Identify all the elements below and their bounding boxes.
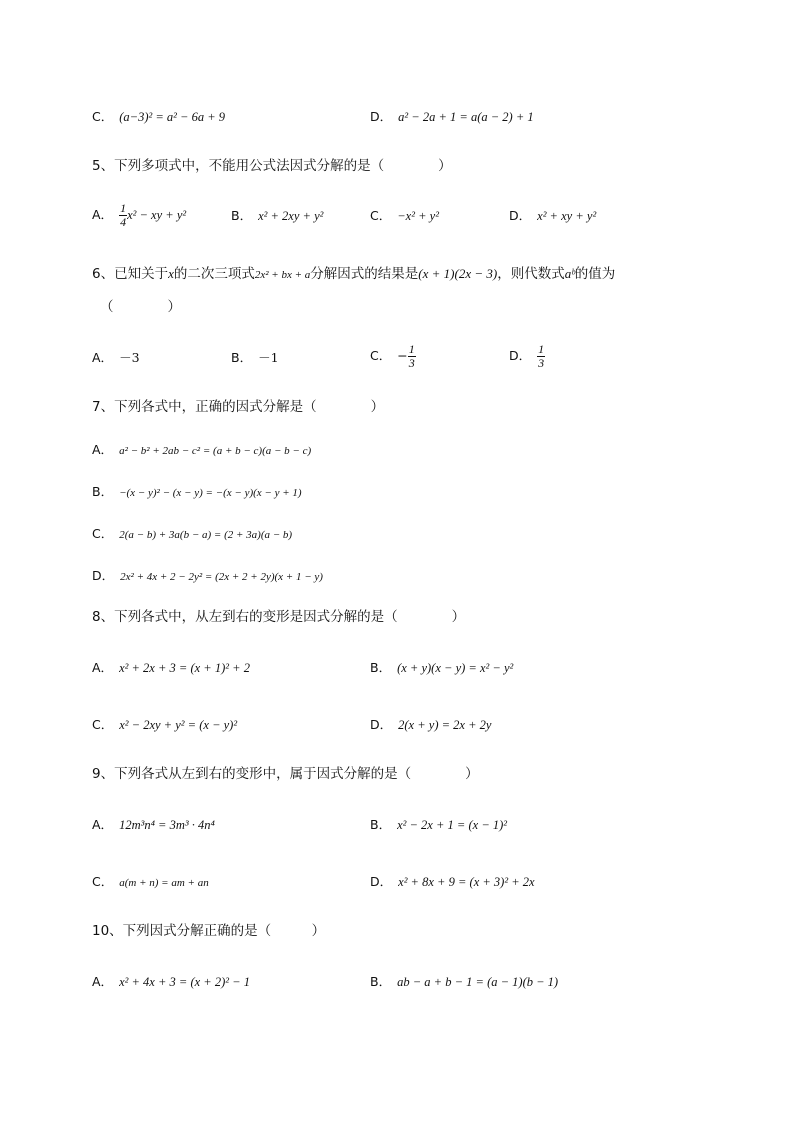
fraction xyxy=(537,343,545,370)
q8-option-c[interactable] xyxy=(92,716,237,734)
variable: x xyxy=(168,266,174,281)
polynomial: 2x² + bx + a xyxy=(254,269,311,281)
q8-option-b[interactable] xyxy=(370,659,513,677)
option-label: B． xyxy=(370,660,392,675)
stem-text: 6、已知关于 xyxy=(92,266,169,282)
q10-option-a[interactable] xyxy=(92,973,250,991)
fraction-denominator: 4 xyxy=(120,215,127,229)
q4-option-d[interactable] xyxy=(370,108,534,126)
math-expression: x² + 8x + 9 = (x + 3)² + 2x xyxy=(398,875,535,889)
fraction-numerator: 1 xyxy=(120,201,127,215)
q9-option-d[interactable] xyxy=(370,873,535,891)
math-expression: (x + y)(x − y) = x² − y² xyxy=(397,661,514,675)
q9-option-c[interactable] xyxy=(92,873,209,892)
power-expression: aᵇ xyxy=(564,266,575,281)
option-label: D． xyxy=(370,717,393,732)
math-expression: 2x² + 4x + 2 − 2y² = (2x + 2 + 2y)(x + 1 − y) xyxy=(120,571,323,583)
question-9-stem: 9、下列各式从左到右的变形中，属于因式分解的是（ ） xyxy=(92,766,479,782)
q6-option-b[interactable] xyxy=(231,349,279,367)
fraction xyxy=(408,343,416,370)
option-label: A． xyxy=(92,350,114,365)
minus-sign: − xyxy=(397,348,408,363)
stem-text: 的二次三项式 xyxy=(173,266,255,282)
option-label: B． xyxy=(231,208,253,223)
option-label: B． xyxy=(370,817,392,832)
question-10-stem: 10、下列因式分解正确的是（ ） xyxy=(92,923,326,939)
question-6-answer-blank: （ ） xyxy=(100,299,181,315)
option-label: D． xyxy=(370,109,393,124)
math-expression: 2(x + y) = 2x + 2y xyxy=(398,718,492,732)
q9-option-b[interactable] xyxy=(370,816,507,834)
stem-text: 分解因式的结果是 xyxy=(310,266,419,282)
q7-option-c[interactable] xyxy=(92,525,292,544)
q5-option-b[interactable] xyxy=(231,207,323,225)
option-label: C． xyxy=(370,348,392,363)
stem-text: 的值为 xyxy=(574,266,616,282)
math-expression: x² + xy + y² xyxy=(537,209,597,223)
option-label: B． xyxy=(370,974,392,989)
math-expression: a² − b² + 2ab − c² = (a + b − c)(a − b − c) xyxy=(119,445,312,457)
q5-option-c[interactable] xyxy=(370,207,439,225)
math-expression: a(m + n) = am + an xyxy=(119,877,209,889)
q5-option-d[interactable] xyxy=(509,207,596,225)
option-label: A． xyxy=(92,442,114,457)
math-expression: x² + 4x + 3 = (x + 2)² − 1 xyxy=(119,975,250,989)
option-label: C． xyxy=(92,526,114,541)
option-value: －1 xyxy=(258,350,279,365)
q6-option-c[interactable] xyxy=(370,343,416,370)
q7-option-a[interactable] xyxy=(92,441,311,460)
q8-option-d[interactable] xyxy=(370,716,491,734)
math-expression: −(x − y)² − (x − y) = −(x − y)(x − y + 1) xyxy=(119,487,302,499)
math-expression: 12m³n⁴ = 3m³ · 4n⁴ xyxy=(119,818,215,832)
option-label: D． xyxy=(92,568,115,583)
math-expression: 2(a − b) + 3a(b − a) = (2 + 3a)(a − b) xyxy=(119,529,293,541)
factored-form: (x + 1)(2x − 3) xyxy=(418,266,498,281)
math-expression: −x² + y² xyxy=(397,209,439,223)
q4-option-c[interactable] xyxy=(92,108,225,126)
option-label: C． xyxy=(370,208,392,223)
option-label: A． xyxy=(92,660,114,675)
math-expression: ab − a + b − 1 = (a − 1)(b − 1) xyxy=(397,975,559,989)
option-label: A． xyxy=(92,817,114,832)
math-expression: x² − 2x + 1 = (x − 1)² xyxy=(397,818,508,832)
q5-option-a[interactable] xyxy=(92,202,186,229)
math-expression: x² − xy + y² xyxy=(127,208,187,222)
option-label: C． xyxy=(92,874,114,889)
option-label: D． xyxy=(509,208,532,223)
option-label: B． xyxy=(231,350,253,365)
math-expression: (a−3)² = a² − 6a + 9 xyxy=(119,110,226,124)
math-expression: x² − 2xy + y² = (x − y)² xyxy=(119,718,238,732)
fraction-numerator: 1 xyxy=(538,342,545,356)
fraction-denominator: 3 xyxy=(538,356,545,370)
q7-option-d[interactable] xyxy=(92,567,323,586)
option-label: A． xyxy=(92,974,114,989)
option-value: －3 xyxy=(119,350,140,365)
fraction-denominator: 3 xyxy=(408,356,415,370)
fraction xyxy=(119,202,127,229)
q9-option-a[interactable] xyxy=(92,816,215,834)
option-label: B． xyxy=(92,484,114,499)
option-label: C． xyxy=(92,109,114,124)
option-label: C． xyxy=(92,717,114,732)
math-expression: x² + 2xy + y² xyxy=(258,209,324,223)
q7-option-b[interactable] xyxy=(92,483,302,502)
question-7-stem: 7、下列各式中，正确的因式分解是（ ） xyxy=(92,399,385,415)
question-6-stem xyxy=(92,264,615,285)
fraction-numerator: 1 xyxy=(408,342,415,356)
stem-text: ，则代数式 xyxy=(497,266,565,282)
option-label: D． xyxy=(370,874,393,889)
question-5-stem: 5、下列多项式中，不能用公式法因式分解的是（ ） xyxy=(92,158,452,174)
math-expression: x² + 2x + 3 = (x + 1)² + 2 xyxy=(119,661,250,675)
q6-option-d[interactable] xyxy=(509,343,545,370)
option-label: D． xyxy=(509,348,532,363)
question-8-stem: 8、下列各式中，从左到右的变形是因式分解的是（ ） xyxy=(92,609,466,625)
q8-option-a[interactable] xyxy=(92,659,250,677)
option-label: A． xyxy=(92,207,114,222)
math-expression: a² − 2a + 1 = a(a − 2) + 1 xyxy=(398,110,534,124)
q6-option-a[interactable] xyxy=(92,349,140,367)
q10-option-b[interactable] xyxy=(370,973,558,991)
